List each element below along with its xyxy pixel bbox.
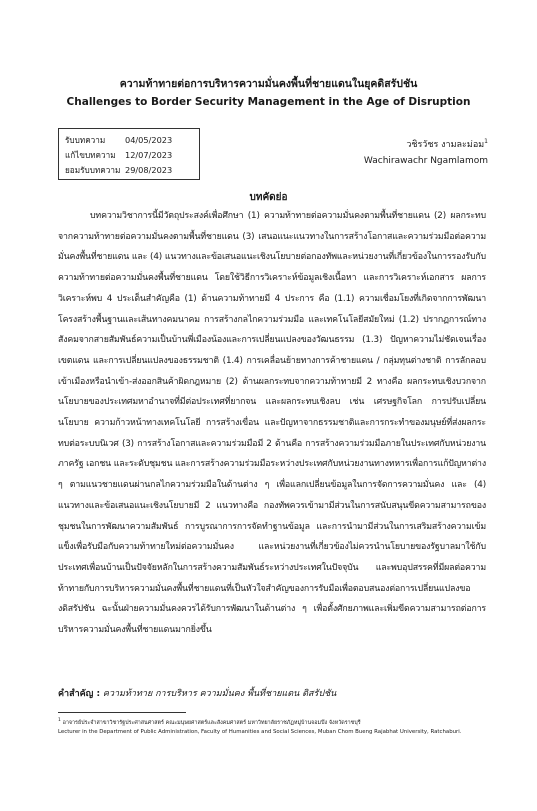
date-row-received [65, 133, 199, 148]
title-english: Challenges to Border Security Management in the Age of Disruption [66, 96, 471, 108]
submission-dates-box [58, 128, 200, 180]
date-label: แก้ไขบทความ [65, 150, 116, 160]
keywords-text: ความท้าทาย การบริหาร ความมั่นคง พื้นที่ชายแดน ดิสรัปชัน [102, 689, 337, 699]
date-value: 12/07/2023 [125, 150, 173, 160]
title-thai: ความท้าทายต่อการบริหารความมั่นคงพื้นที่ชายแดนในยุคดิสรัปชัน [119, 78, 418, 90]
abstract-heading: บทคัดย่อ [249, 192, 288, 203]
author-footnote-mark: 1 [484, 138, 488, 145]
author-name-thai-text: วชิรวัชร งามละม่อม [406, 140, 485, 150]
date-label: รับบทความ [65, 135, 106, 145]
date-value: 29/08/2023 [125, 165, 173, 175]
footnote-divider [58, 712, 186, 713]
date-label: ยอมรับบทความ [65, 165, 121, 175]
abstract-text: บทความวิชาการนี้มีวัตถุประสงค์เพื่อศึกษา (1) ความท้าทายต่อความมั่นคงตามพื้นที่ชายแดน (2) ผลกระทบจากความท้าทายต่อความมั่นคงตามพื้นที่ชายแดน (3) เสนอแนะแนวทางในการสร้างโอกาสและความร่วมมือต่อความมั่นคงพื้นที่ชายแดน และ (4) แนวทางและข้อเสนอแนะเชิงนโยบายต่อกองทัพและหน่วยงานที่เกี่ยวข้องในการรองรับกับความท้าทายต่อความมั่นคงพื้นที่ชายแดน โดยใช้วิธีการวิเคราะห์ข้อมูลเชิงเนื้อหา และการวิเคราะห์เอกสาร ผลการวิเคราะห์พบ 4 ประเด็นสำคัญคือ (1) ด้านความท้าทายมี 4 ประการ คือ (1.1) ความเชื่อมโยงที่เกิดจากการพัฒนาโครงสร้างพื้นฐานและเส้นทางคมนาคม การสร้างกลไกความร่วมมือ และเทคโนโลยีสมัยใหม่ (1.2) ปรากฏการณ์ทางสังคมจากสายสัมพันธ์ความเป็นบ้านพี่เมืองน้องและการเปลี่ยนแปลงของวัฒนธรรม (1.3) ปัญหาความไม่ชัดเจนเรื่องเขตแดน และการเปลี่ยนแปลงของธรรมชาติ (1.4) การเคลื่อนย้ายทางการค้าชายแดน / กลุ่มทุนต่างชาติ การลักลอบเข้าเมืองหรือนำเข้า-ส่งออกสินค้าผิดกฎหมาย (2) ด้านผลกระทบจากความท้าทายมี 2 ทางคือ ผลกระทบเชิงบวกจากนโยบายของประเทศมหาอำนาจที่มีต่อประเทศที่ยากจน และผลกระทบเชิงลบ เช่น เศรษฐกิจโลก การปรับเปลี่ยนนโยบาย ความก้าวหน้าทางเทคโนโลยี การสร้างเขื่อน และปัญหาจากธรรมชาติและการกระทำของมนุษย์ที่ส่งผลกระทบต่อระบบนิเวศ (3) การสร้างโอกาสและความร่วมมือมี 2 ด้านคือ การสร้างความร่วมมือภายในประเทศกับหน่วยงานภาครัฐ เอกชน และระดับชุมชน และการสร้างความร่วมมือระหว่างประเทศกับหน่วยงานทางทหารเพื่อการแก้ปัญหาต่าง ๆ ตามแนวชายแดนผ่านกลไกความร่วมมือในด้านต่าง ๆ เพื่อแลกเปลี่ยนข้อมูลในการจัดการความมั่นคง และ (4) แนวทางและข้อเสนอแนะเชิงนโยบายมี 2 แนวทางคือ กองทัพควรเข้ามามีส่วนในการสนับสนุนขีดความสามารถของชุมชนในการพัฒนาความสัมพันธ์ การบูรณาการการจัดทำฐานข้อมูล และการนำมามีส่วนในการเสริมสร้างความเข้มแข็งเพื่อรับมือกับความท้าทายใหม่ต่อความมั่นคง และหน่วยงานที่เกี่ยวข้องไม่ควรนำนโยบายของรัฐบาลมาใช้กับประเทศเพื่อนบ้านเป็นปัจจัยหลักในการสร้างความสัมพันธ์ระหว่างประเทศในปัจจุบัน และพบอุปสรรคที่มีผลต่อความท้าทายกับการบริหารความมั่นคงพื้นที่ชายแดนที่เป็นหัวใจสำคัญของการรับมือเพื่อตอบสนองต่อการเปลี่ยนแปลงของดิสรัปชัน ฉะนั้นฝ่ายความมั่นคงควรได้รับการพัฒนาในด้านต่าง ๆ เพื่อตั้งศักยภาพและเพิ่มขีดความสามารถต่อการบริหารความมั่นคงพื้นที่ชายแดนมากยิ่งขึ้น [58, 211, 486, 636]
footnote-mark: 1 [58, 718, 61, 723]
author-name-english: Wachirawachr Ngamlamom [363, 156, 488, 166]
keywords-label: คำสำคัญ : [58, 689, 101, 699]
footnote-thai-text: อาจารย์ประจำสาขาวิชารัฐประศาสนศาสตร์ คณะมนุษยศาสตร์และสังคมศาสตร์ มหาวิทยาลัยราชภัฏหมู่บ้านจอมบึง จังหวัดราชบุรี [62, 719, 361, 726]
author-name-thai [406, 137, 488, 151]
keywords-line [58, 686, 498, 700]
footnote-thai [58, 716, 498, 728]
footnote [58, 716, 498, 737]
date-row-accepted [65, 163, 199, 178]
date-row-revised [65, 148, 199, 163]
date-value: 04/05/2023 [125, 135, 173, 145]
footnote-english: Lecturer in the Department of Public Administration, Faculty of Humanities and Social Sciences, Muban Chom Bueng Rajabhat University, Ratchaburi. [58, 729, 462, 735]
